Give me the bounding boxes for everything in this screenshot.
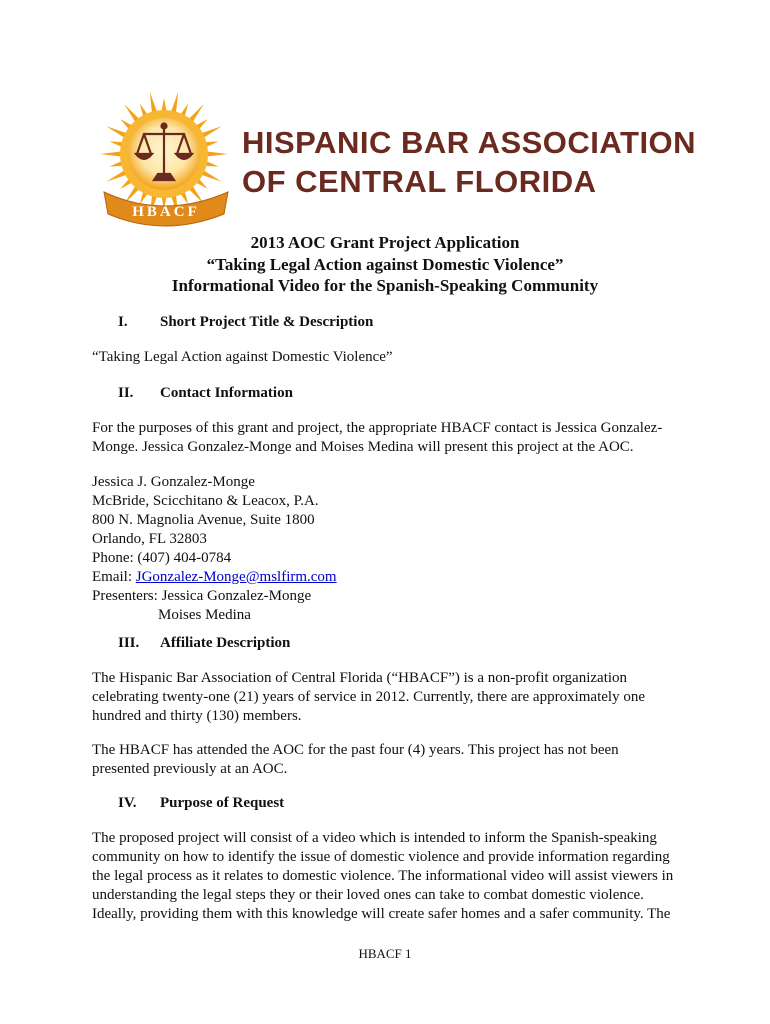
logo-line-2: OF CENTRAL FLORIDA bbox=[242, 164, 597, 199]
text-line: presented previously at an AOC. bbox=[92, 761, 288, 777]
contact-address-1: 800 N. Magnolia Avenue, Suite 1800 bbox=[92, 512, 315, 528]
text-line: The HBACF has attended the AOC for the past four (4) years. This project has not been bbox=[92, 742, 619, 758]
sun-ray bbox=[100, 151, 122, 156]
section-title: Purpose of Request bbox=[160, 795, 285, 811]
hbacf-logo bbox=[96, 92, 697, 232]
section-heading-1 bbox=[118, 314, 373, 331]
document-title: 2013 AOC Grant Project Application bbox=[250, 233, 520, 252]
contact-firm: McBride, Scicchitano & Leacox, P.A. bbox=[92, 493, 319, 509]
logo-line-1: HISPANIC BAR ASSOCIATION bbox=[242, 125, 697, 160]
seal-text: HBACF bbox=[132, 204, 200, 220]
text-line: hundred and thirty (130) members. bbox=[92, 708, 302, 724]
contact-block bbox=[92, 473, 682, 625]
text-line: The proposed project will consist of a video which is intended to inform the Spanish-speaking bbox=[92, 830, 657, 846]
text-line: “Taking Legal Action against Domestic Violence” bbox=[92, 349, 393, 365]
contact-name: Jessica J. Gonzalez-Monge bbox=[92, 474, 255, 490]
section-title: Affiliate Description bbox=[160, 635, 291, 651]
affiliate-paragraph-2 bbox=[92, 741, 682, 779]
presenters-line bbox=[92, 587, 682, 606]
presenter-1: Jessica Gonzalez-Monge bbox=[161, 588, 312, 604]
text-line: Monge. Jessica Gonzalez-Monge and Moises Medina will present this project at the AOC. bbox=[92, 439, 634, 455]
contact-phone: Phone: (407) 404-0784 bbox=[92, 550, 232, 566]
sun-ray bbox=[206, 151, 228, 156]
contact-address-2: Orlando, FL 32803 bbox=[92, 531, 207, 547]
sun-ray bbox=[150, 92, 157, 114]
section-number: II. bbox=[118, 385, 134, 401]
section-number: IV. bbox=[118, 795, 137, 811]
section-heading-3 bbox=[118, 635, 290, 652]
text-line: understanding the legal steps they or their loved ones can take to combat domestic violence. bbox=[92, 887, 644, 903]
text-line: Ideally, providing them with this knowledge will create safer homes and a safer community. The bbox=[92, 906, 671, 922]
text-line: The Hispanic Bar Association of Central Florida (“HBACF”) is a non-profit organization bbox=[92, 670, 628, 686]
sun-ray bbox=[171, 92, 178, 114]
section-heading-2 bbox=[118, 385, 293, 402]
project-title-paragraph bbox=[92, 348, 682, 367]
section-heading-4 bbox=[118, 795, 284, 812]
text-line: community on how to identify the issue of domestic violence and provide information regarding bbox=[92, 849, 670, 865]
presenter-2: Moises Medina bbox=[158, 607, 251, 623]
text-line: celebrating twenty-one (21) years of service in 2012. Currently, there are approximately one bbox=[92, 689, 645, 705]
purpose-paragraph bbox=[92, 829, 682, 924]
text-line: the legal process as it relates to domestic violence. The informational video will assist viewers in bbox=[92, 868, 674, 884]
affiliate-paragraph-1 bbox=[92, 669, 682, 726]
contact-intro-paragraph bbox=[92, 419, 682, 457]
section-title: Short Project Title & Description bbox=[160, 314, 374, 330]
section-number: III. bbox=[118, 635, 140, 651]
hbacf-seal-icon bbox=[96, 92, 236, 232]
email-label: Email: bbox=[92, 569, 136, 585]
sun-ray bbox=[161, 98, 166, 112]
section-title: Contact Information bbox=[160, 385, 293, 401]
text-line: For the purposes of this grant and project, the appropriate HBACF contact is Jessica Gonzalez- bbox=[92, 420, 663, 436]
contact-email-line bbox=[92, 568, 682, 587]
email-link[interactable]: JGonzalez-Monge@mslfirm.com bbox=[135, 569, 337, 585]
presenters-label: Presenters: bbox=[92, 588, 162, 604]
section-number: I. bbox=[118, 314, 128, 330]
document-subtitle: “Taking Legal Action against Domestic Violence” bbox=[206, 255, 564, 274]
document-subtitle-2: Informational Video for the Spanish-Speaking Community bbox=[171, 276, 599, 295]
page-footer: HBACF 1 bbox=[358, 946, 412, 961]
